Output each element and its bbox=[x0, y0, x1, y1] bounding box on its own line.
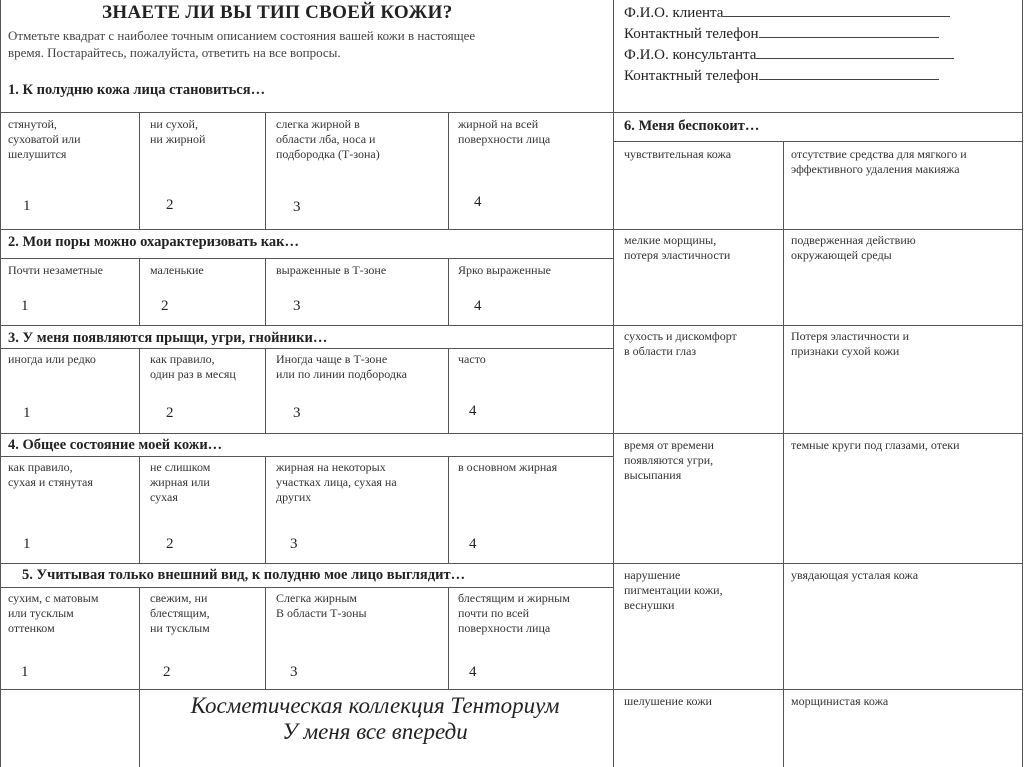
q4-option-4-number: 4 bbox=[469, 536, 477, 552]
divider bbox=[448, 349, 449, 433]
consultant-name-row bbox=[624, 44, 954, 65]
q5-option-2-number: 2 bbox=[163, 664, 171, 680]
divider bbox=[139, 259, 140, 325]
footer-brand bbox=[150, 693, 600, 745]
divider bbox=[139, 588, 140, 689]
footer-collection-title: Косметическая коллекция Тенториум bbox=[190, 693, 560, 718]
client-phone-row bbox=[624, 23, 954, 44]
q6-option-tired-skin[interactable]: увядающая усталая кожа bbox=[791, 568, 919, 582]
question-1-title: 1. К полудню кожа лица становиться… bbox=[8, 82, 266, 98]
consultant-name-field[interactable] bbox=[756, 44, 954, 59]
q1-option-1-text[interactable]: стянутой, суховатой или шелушится bbox=[8, 117, 81, 161]
divider bbox=[783, 142, 784, 767]
divider bbox=[139, 690, 140, 767]
q4-option-3-number: 3 bbox=[290, 536, 298, 552]
q6-option-fine-wrinkles[interactable]: мелкие морщины, потеря эластичности bbox=[624, 233, 731, 262]
q1-option-3-text[interactable]: слегка жирной в области лба, носа и подбородка (Т-зона) bbox=[276, 117, 380, 161]
divider bbox=[265, 588, 266, 689]
q6-option-wrinkled-skin[interactable]: морщинистая кожа bbox=[791, 694, 889, 708]
question-6-title: 6. Меня беспокоит… bbox=[624, 118, 760, 134]
divider bbox=[614, 689, 1023, 690]
divider bbox=[448, 457, 449, 563]
q2-option-3-text[interactable]: выраженные в Т-зоне bbox=[276, 263, 387, 277]
q2-option-1-number: 1 bbox=[21, 298, 29, 314]
table-border-right bbox=[1022, 0, 1023, 767]
q5-option-1-number: 1 bbox=[21, 664, 29, 680]
q4-option-2-text[interactable]: не слишком жирная или сухая bbox=[150, 460, 211, 504]
q3-option-2-number: 2 bbox=[166, 405, 174, 421]
client-info bbox=[624, 2, 954, 86]
q1-option-3-number: 3 bbox=[293, 199, 301, 215]
divider bbox=[448, 259, 449, 325]
q5-option-2-text[interactable]: свежим, ни блестящим, ни тусклым bbox=[150, 591, 210, 635]
divider bbox=[139, 349, 140, 433]
q6-option-peeling[interactable]: шелушение кожи bbox=[624, 694, 712, 708]
divider bbox=[0, 456, 614, 457]
consultant-phone-field[interactable] bbox=[759, 65, 939, 80]
q3-option-1-number: 1 bbox=[23, 405, 31, 421]
divider bbox=[265, 259, 266, 325]
divider bbox=[265, 457, 266, 563]
divider bbox=[139, 113, 140, 229]
q1-option-4-text[interactable]: жирной на всей поверхности лица bbox=[458, 117, 551, 146]
divider bbox=[0, 112, 1023, 113]
client-phone-label: Контактный телефон bbox=[624, 26, 759, 42]
intro-line-2: время. Постарайтесь, пожалуйста, ответить на все вопросы. bbox=[8, 45, 341, 60]
divider bbox=[614, 563, 1023, 564]
q5-option-3-text[interactable]: Слегка жирным В области Т-зоны bbox=[276, 591, 367, 620]
divider bbox=[0, 689, 614, 690]
divider bbox=[614, 141, 1023, 142]
divider bbox=[265, 113, 266, 229]
column-divider bbox=[613, 0, 614, 767]
q6-option-makeup-removal[interactable]: отсутствие средства для мягкого и эффективного удаления макияжа bbox=[791, 147, 967, 176]
q5-option-4-text[interactable]: блестящим и жирным почти по всей поверхности лица bbox=[458, 591, 570, 635]
q3-option-4-text[interactable]: часто bbox=[458, 352, 486, 366]
q2-option-2-number: 2 bbox=[161, 298, 169, 314]
divider bbox=[0, 587, 614, 588]
q6-option-eye-dryness[interactable]: сухость и дискомфорт в области глаз bbox=[624, 329, 737, 358]
q2-option-4-number: 4 bbox=[474, 298, 482, 314]
q2-option-3-number: 3 bbox=[293, 298, 301, 314]
q5-option-4-number: 4 bbox=[469, 664, 477, 680]
q2-option-1-text[interactable]: Почти незаметные bbox=[8, 263, 103, 277]
q4-option-2-number: 2 bbox=[166, 536, 174, 552]
question-3-title: 3. У меня появляются прыщи, угри, гнойники… bbox=[8, 330, 328, 346]
q6-option-pigmentation[interactable]: нарушение пигментации кожи, веснушки bbox=[624, 568, 723, 612]
divider bbox=[614, 325, 1023, 326]
q6-option-sensitive-skin[interactable]: чувствительная кожа bbox=[624, 147, 732, 161]
q6-option-elasticity-loss[interactable]: Потеря эластичности и признаки сухой кожи bbox=[791, 329, 910, 358]
table-border-left bbox=[0, 0, 1, 767]
intro-text bbox=[8, 27, 608, 61]
q3-option-3-number: 3 bbox=[293, 405, 301, 421]
q4-option-1-text[interactable]: как правило, сухая и стянутая bbox=[8, 460, 93, 489]
q1-option-4-number: 4 bbox=[474, 194, 482, 210]
q6-option-environment[interactable]: подверженная действию окружающей среды bbox=[791, 233, 916, 262]
q3-option-4-number: 4 bbox=[469, 403, 477, 419]
divider bbox=[448, 588, 449, 689]
consultant-phone-label: Контактный телефон bbox=[624, 68, 759, 84]
divider bbox=[0, 433, 614, 434]
q4-option-3-text[interactable]: жирная на некоторых участках лица, сухая на других bbox=[276, 460, 397, 504]
divider bbox=[0, 325, 614, 326]
q2-option-4-text[interactable]: Ярко выраженные bbox=[458, 263, 551, 277]
q5-option-3-number: 3 bbox=[290, 664, 298, 680]
q4-option-1-number: 1 bbox=[23, 536, 31, 552]
q3-option-2-text[interactable]: как правило, один раз в месяц bbox=[150, 352, 236, 381]
q3-option-1-text[interactable]: иногда или редко bbox=[8, 352, 96, 366]
q1-option-2-text[interactable]: ни сухой, ни жирной bbox=[150, 117, 206, 146]
q4-option-4-text[interactable]: в основном жирная bbox=[458, 460, 558, 474]
q6-option-acne[interactable]: время от времени появляются угри, высыпания bbox=[624, 438, 714, 482]
divider bbox=[0, 258, 614, 259]
consultant-name-label: Ф.И.О. консультанта bbox=[624, 47, 757, 63]
consultant-phone-row bbox=[624, 65, 954, 86]
client-name-row bbox=[624, 2, 954, 23]
q6-option-dark-circles[interactable]: темные круги под глазами, отеки bbox=[791, 438, 960, 452]
divider bbox=[0, 229, 614, 230]
intro-line-1: Отметьте квадрат с наиболее точным описанием состояния вашей кожи в настоящее bbox=[8, 28, 476, 43]
q2-option-2-text[interactable]: маленькие bbox=[150, 263, 204, 277]
page-title: ЗНАЕТЕ ЛИ ВЫ ТИП СВОЕЙ КОЖИ? bbox=[102, 2, 453, 23]
client-name-field[interactable] bbox=[723, 2, 950, 17]
question-5-title: 5. Учитывая только внешний вид, к полудню мое лицо выглядит… bbox=[22, 567, 466, 583]
divider bbox=[614, 433, 1023, 434]
question-2-title: 2. Мои поры можно охарактеризовать как… bbox=[8, 234, 299, 250]
q1-option-1-number: 1 bbox=[23, 198, 31, 214]
question-4-title: 4. Общее состояние моей кожи… bbox=[8, 437, 223, 453]
client-phone-field[interactable] bbox=[759, 23, 939, 38]
q1-option-2-number: 2 bbox=[166, 197, 174, 213]
divider bbox=[614, 229, 1023, 230]
divider bbox=[448, 113, 449, 229]
q3-option-3-text[interactable]: Иногда чаще в Т-зоне или по линии подбородка bbox=[276, 352, 407, 381]
footer-slogan: У меня все впереди bbox=[282, 719, 468, 744]
divider bbox=[139, 457, 140, 563]
q5-option-1-text[interactable]: сухим, с матовым или тусклым оттенком bbox=[8, 591, 99, 635]
client-name-label: Ф.И.О. клиента bbox=[624, 5, 724, 21]
divider bbox=[0, 563, 614, 564]
divider bbox=[0, 348, 614, 349]
divider bbox=[265, 349, 266, 433]
